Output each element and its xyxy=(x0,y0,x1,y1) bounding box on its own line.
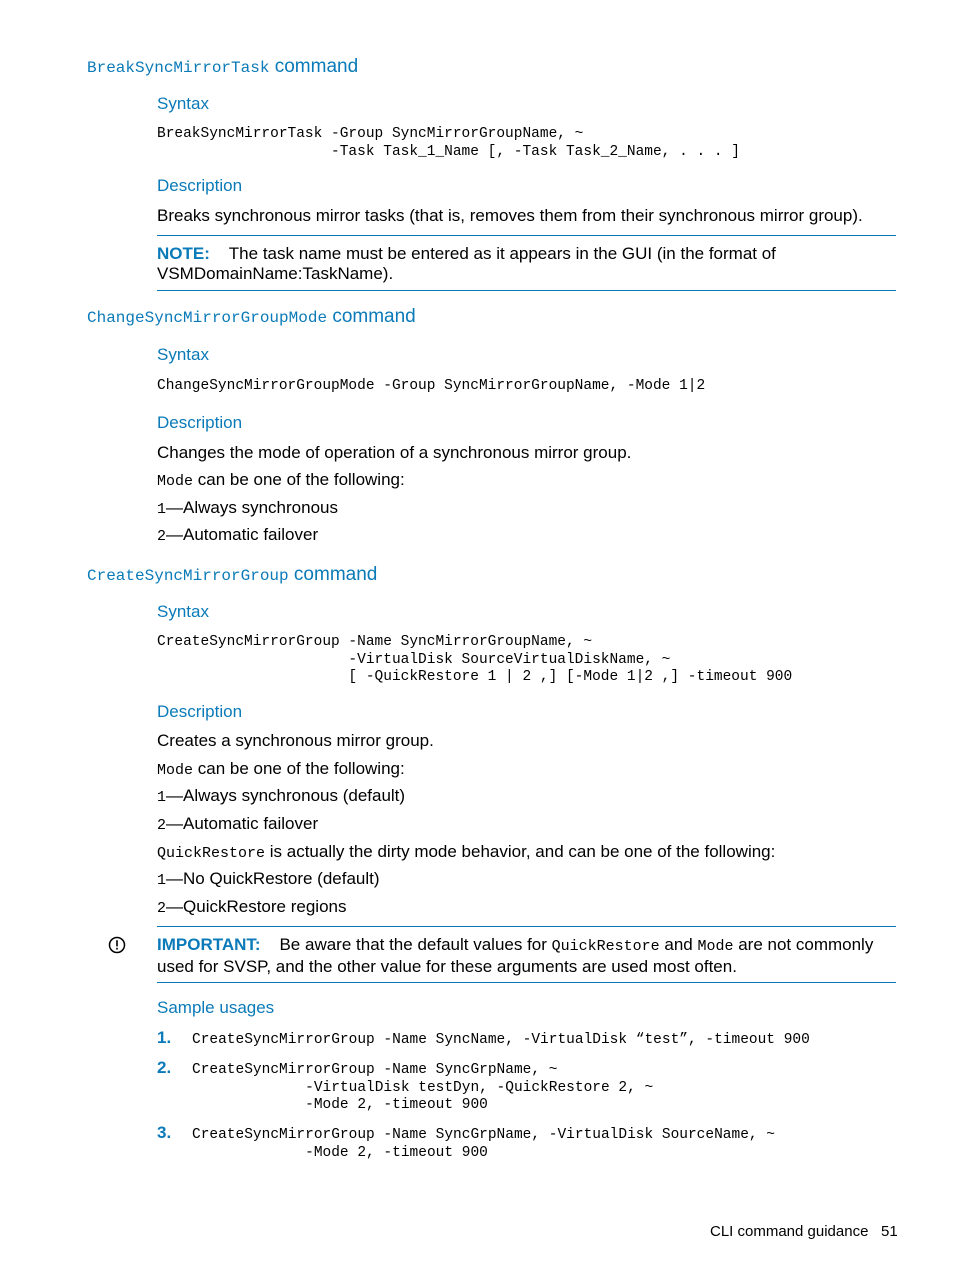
note-text: The task name must be entered as it appears in the GUI (in the format of xyxy=(228,244,776,263)
option-code: 1 xyxy=(157,789,167,806)
syntax-heading: Syntax xyxy=(157,94,209,113)
sample-code: CreateSyncMirrorGroup -Name SyncGrpName, -VirtualDisk SourceName, ~ -Mode 2, -timeout 900 xyxy=(192,1127,775,1161)
quickrestore-option-1 xyxy=(157,869,380,889)
quickrestore-code: QuickRestore xyxy=(157,845,266,862)
description-heading: Description xyxy=(157,413,243,432)
sample-number: 1. xyxy=(157,1028,172,1047)
section-heading-breaksyncmirrortask xyxy=(87,56,358,78)
important-bottom-rule xyxy=(157,982,896,983)
option-text: —Always synchronous (default) xyxy=(166,786,406,805)
mode-line xyxy=(157,759,405,779)
important-text-2: and xyxy=(659,935,698,954)
command-suffix: command xyxy=(332,306,416,327)
section-heading-createsyncmirrorgroup xyxy=(87,564,377,586)
description-heading: Description xyxy=(157,176,243,195)
command-name: ChangeSyncMirrorGroupMode xyxy=(87,309,328,327)
quickrestore-text: is actually the dirty mode behavior, and can be one of the following: xyxy=(265,842,776,861)
mode-option-2 xyxy=(157,525,318,545)
important-text-3: are not commonly xyxy=(733,935,874,954)
important-label: IMPORTANT: xyxy=(157,935,261,954)
sample-code: CreateSyncMirrorGroup -Name SyncName, -VirtualDisk “test”, -timeout 900 xyxy=(192,1032,810,1048)
quickrestore-option-2 xyxy=(157,897,346,917)
option-code: 2 xyxy=(157,900,167,917)
description-text: Creates a synchronous mirror group. xyxy=(157,731,434,750)
exclamation-circle-icon xyxy=(108,936,126,954)
mode-text: can be one of the following: xyxy=(193,470,405,489)
command-suffix: command xyxy=(274,56,359,77)
mode-option-1 xyxy=(157,786,405,806)
mode-code: Mode xyxy=(157,762,194,779)
sample-usages-heading: Sample usages xyxy=(157,998,275,1017)
option-code: 1 xyxy=(157,872,167,889)
sample-number: 2. xyxy=(157,1058,172,1077)
sample-code: CreateSyncMirrorGroup -Name SyncGrpName, ~ -VirtualDisk testDyn, -QuickRestore 2, ~ -Mode 2, -timeout 900 xyxy=(192,1062,654,1113)
description-text: Changes the mode of operation of a synchronous mirror group. xyxy=(157,443,632,462)
mode-option-2 xyxy=(157,814,318,834)
syntax-code-block: BreakSyncMirrorTask -Group SyncMirrorGroupName, ~ -Task Task_1_Name [, -Task Task_2_Name, . . . ] xyxy=(157,126,740,160)
option-code: 1 xyxy=(157,501,167,518)
option-text: —Automatic failover xyxy=(166,525,319,544)
note-line-2: VSMDomainName:TaskName). xyxy=(157,264,394,283)
option-text: —QuickRestore regions xyxy=(166,897,347,916)
quickrestore-line xyxy=(157,842,775,862)
mode-option-1 xyxy=(157,498,338,518)
mode-text: can be one of the following: xyxy=(193,759,405,778)
note-top-rule xyxy=(157,235,896,236)
description-heading: Description xyxy=(157,702,243,721)
important-line-2: used for SVSP, and the other value for these arguments are used most often. xyxy=(157,957,737,976)
command-suffix: command xyxy=(293,564,378,585)
option-code: 2 xyxy=(157,817,167,834)
note-bottom-rule xyxy=(157,290,896,291)
command-name: BreakSyncMirrorTask xyxy=(87,59,270,77)
important-code-2: Mode xyxy=(697,938,734,955)
option-code: 2 xyxy=(157,528,167,545)
footer-title: CLI command guidance xyxy=(710,1223,869,1240)
important-text-1: Be aware that the default values for xyxy=(279,935,552,954)
syntax-heading: Syntax xyxy=(157,602,209,621)
important-code-1: QuickRestore xyxy=(551,938,660,955)
description-text: Breaks synchronous mirror tasks (that is, removes them from their synchronous mirror group). xyxy=(157,206,863,225)
section-heading-changesyncmirrorgroupmode xyxy=(87,306,416,328)
sample-number: 3. xyxy=(157,1123,172,1142)
syntax-code-block: ChangeSyncMirrorGroupMode -Group SyncMirrorGroupName, -Mode 1|2 xyxy=(157,378,706,394)
option-text: —Always synchronous xyxy=(166,498,338,517)
page-number: 51 xyxy=(881,1223,898,1240)
important-line-1 xyxy=(157,935,873,955)
command-name: CreateSyncMirrorGroup xyxy=(87,567,289,585)
option-text: —No QuickRestore (default) xyxy=(166,869,380,888)
note-line-1 xyxy=(157,244,776,264)
note-label: NOTE: xyxy=(157,244,210,263)
important-top-rule xyxy=(157,926,896,927)
mode-line xyxy=(157,470,405,490)
mode-code: Mode xyxy=(157,473,194,490)
option-text: —Automatic failover xyxy=(166,814,319,833)
syntax-code-block: CreateSyncMirrorGroup -Name SyncMirrorGroupName, ~ -VirtualDisk SourceVirtualDiskName, ~ [ -QuickRestore 1 | 2 ,] [-Mode 1|2 ,] -timeout 900 xyxy=(157,634,793,685)
syntax-heading: Syntax xyxy=(157,345,209,364)
